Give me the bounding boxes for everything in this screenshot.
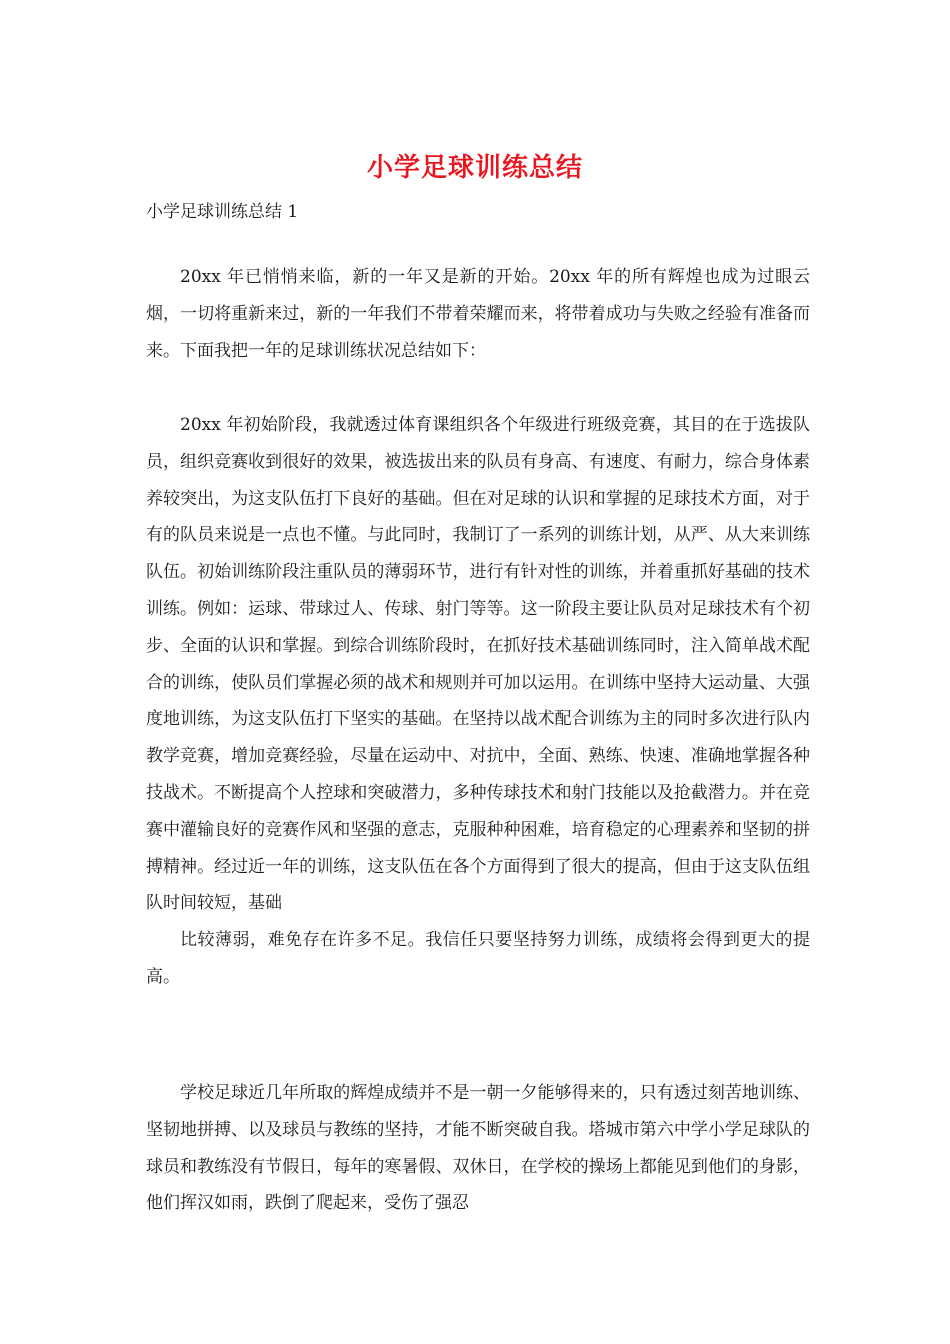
section-heading: 小学足球训练总结 1 (146, 202, 299, 222)
paragraph: 比较薄弱，难免存在许多不足。我信任只要坚持努力训练，成绩将会得到更大的提高。 (146, 930, 810, 987)
paragraph: 20xx 年已悄悄来临，新的一年又是新的开始。20xx 年的所有辉煌也成为过眼云烟，一切将重新来过，新的一年我们不带着荣耀而来，将带着成功与失败之经验有准备而来。下面我把一年的足球训练状况总结如下： (146, 267, 810, 361)
document-title: 小学足球训练总结 (366, 153, 583, 183)
paragraph: 20xx 年初始阶段，我就透过体育课组织各个年级进行班级竞赛，其目的在于选拔队员，组织竞赛收到很好的效果，被选拔出来的队员有身高、有速度、有耐力，综合身体素养较突出，为这支队伍打下良好的基础。但在对足球的认识和掌握的足球技术方面，对于有的队员来说是一点也不懂。与此同时，我制订了一系列的训练计划，从严、从大来训练队伍。初始训练阶段注重队员的薄弱环节，进行有针对性的训练，并着重抓好基础的技术训练。例如：运球、带球过人、传球、射门等等。这一阶段主要让队员对足球技术有个初步、全面的认识和掌握。到综合训练阶段时，在抓好技术基础训练同时，注入简单战术配合的训练，使队员们掌握必须的战术和规则并可加以运用。在训练中坚持大运动量、大强度地训练，为这支队伍打下坚实的基础。在坚持以战术配合训练为主的同时多次进行队内教学竞赛，增加竞赛经验，尽量在运动中、对抗中，全面、熟练、快速、准确地掌握各种技战术。不断提高个人控球和突破潜力，多种传球技术和射门技能以及抢截潜力。并在竞赛中灌输良好的竞赛作风和坚强的意志，克服种种困难，培育稳定的心理素养和坚韧的拼搏精神。经过近一年的训练，这支队伍在各个方面得到了很大的提高，但由于这支队伍组队时间较短，基础 (146, 415, 810, 914)
body-paragraph-intro (146, 259, 810, 369)
paragraph: 学校足球近几年所取的辉煌成绩并不是一朝一夕能够得来的，只有透过刻苦地训练、坚韧地拼搏、以及球员与教练的坚持，才能不断突破自我。塔城市第六中学小学足球队的球员和教练没有节假日，每年的寒暑假、双休日，在学校的操场上都能见到他们的身影，他们挥汉如雨，跌倒了爬起来，受伤了强忍 (146, 1083, 810, 1214)
body-paragraph-school (146, 1075, 810, 1222)
body-paragraph-training (146, 407, 810, 996)
